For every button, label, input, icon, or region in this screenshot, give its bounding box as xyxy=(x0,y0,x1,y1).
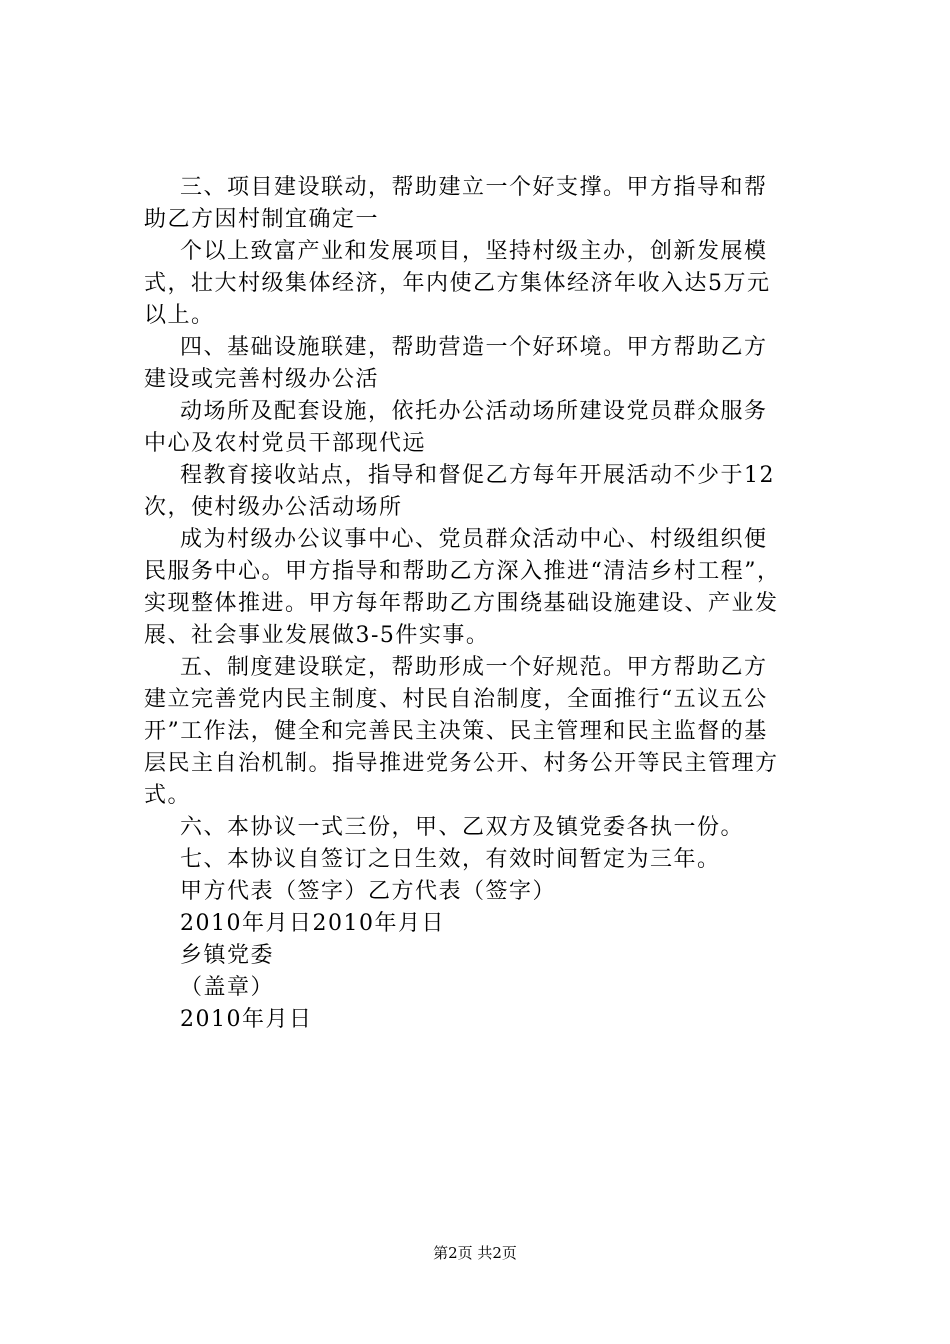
document-line: 动场所及配套设施，依托办公活动场所建设党员群众服务 xyxy=(180,399,768,424)
document-line: 七、本协议自签订之日生效，有效时间暂定为三年。 xyxy=(180,847,721,872)
document-body xyxy=(144,172,834,1036)
document-line: 次，使村级办公活动场所 xyxy=(144,495,403,520)
document-line: 三、项目建设联动，帮助建立一个好支撑。甲方指导和帮 xyxy=(180,175,768,200)
document-line: 2010年月日2010年月日 xyxy=(180,911,445,936)
page-footer: 第2页 共2页 xyxy=(433,1244,517,1262)
document-line: 层民主自治机制。指导推进党务公开、村务公开等民主管理方 xyxy=(144,751,779,776)
document-line: 建设或完善村级办公活 xyxy=(144,367,380,392)
document-line: 个以上致富产业和发展项目，坚持村级主办，创新发展模 xyxy=(180,239,768,264)
document-line: 民服务中心。甲方指导和帮助乙方深入推进“清洁乡村工程”， xyxy=(144,559,781,584)
document-line: 以上。 xyxy=(144,303,215,328)
document-line: 成为村级办公议事中心、党员群众活动中心、村级组织便 xyxy=(180,527,768,552)
document-line: 中心及农村党员干部现代远 xyxy=(144,431,427,456)
document-line: 式，壮大村级集体经济，年内使乙方集体经济年收入达5万元 xyxy=(144,271,771,296)
document-line: 2010年月日 xyxy=(180,1007,313,1032)
document-line: 乡镇党委 xyxy=(180,943,275,968)
document-line: 六、本协议一式三份，甲、乙双方及镇党委各执一份。 xyxy=(180,815,745,840)
document-line: 式。 xyxy=(144,783,192,808)
document-line: 实现整体推进。甲方每年帮助乙方围绕基础设施建设、产业发 xyxy=(144,591,779,616)
document-line: 四、基础设施联建，帮助营造一个好环境。甲方帮助乙方 xyxy=(180,335,768,360)
document-line: 五、制度建设联定，帮助形成一个好规范。甲方帮助乙方 xyxy=(180,655,768,680)
document-line: 甲方代表（签字）乙方代表（签字） xyxy=(180,879,557,904)
document-line: （盖章） xyxy=(180,975,275,1000)
document-line: 程教育接收站点，指导和督促乙方每年开展活动不少于12 xyxy=(180,463,775,488)
document-line: 建立完善党内民主制度、村民自治制度，全面推行“五议五公 xyxy=(144,687,768,712)
document-line: 助乙方因村制宜确定一 xyxy=(144,207,380,232)
document-line: 展、社会事业发展做3-5件实事。 xyxy=(144,623,490,648)
document-line: 开”工作法，健全和完善民主决策、民主管理和民主监督的基 xyxy=(144,719,768,744)
